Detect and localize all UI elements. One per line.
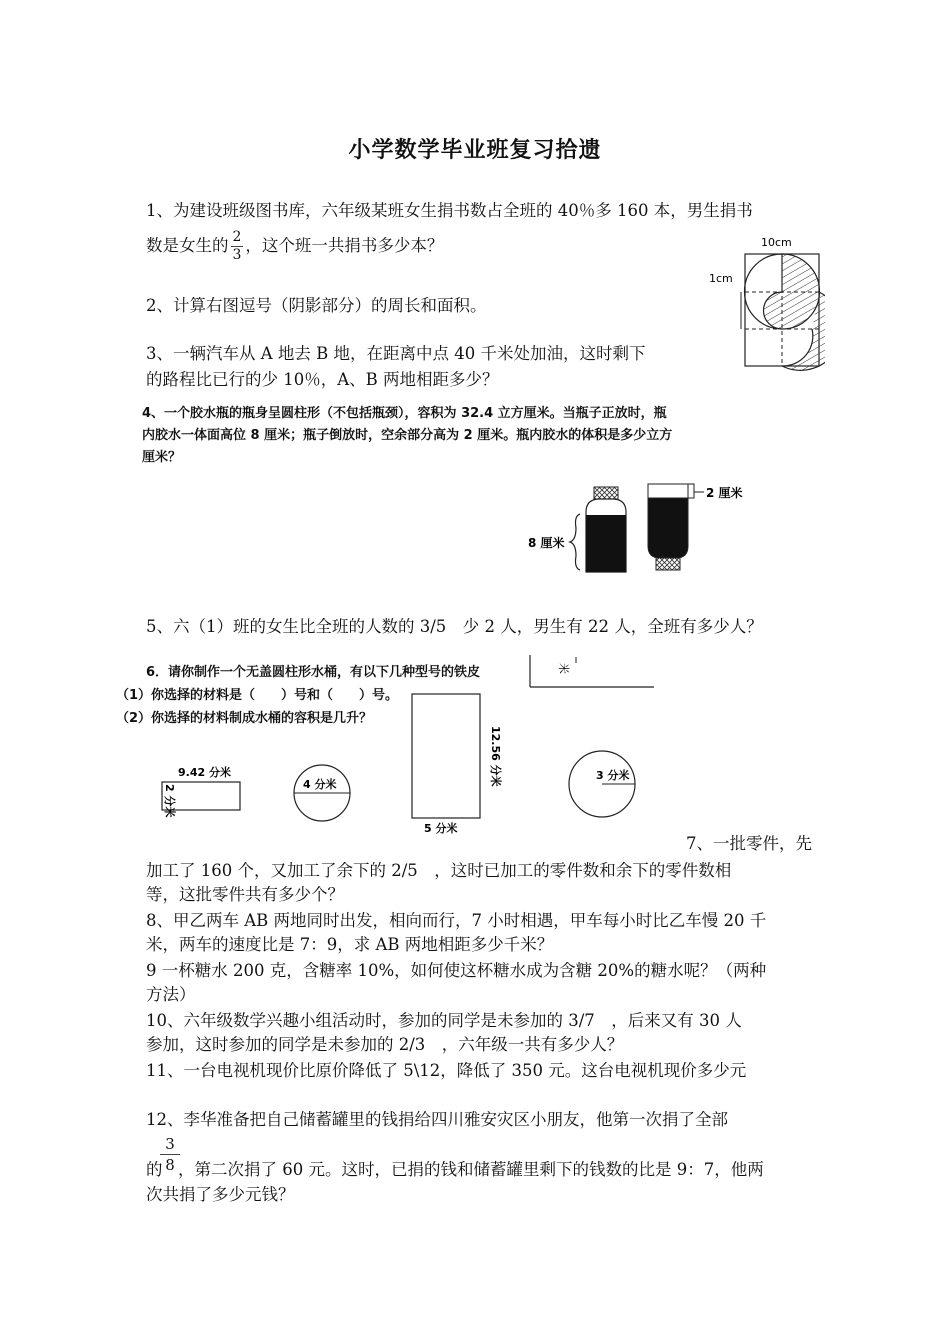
big-rect-height-label: 12.56 分米 (489, 726, 502, 787)
iron-sheets-figure (140, 690, 660, 840)
fraction-two-thirds (231, 229, 244, 264)
problem-12-line-3: 次共捐了多少元钱？ (146, 1185, 295, 1204)
problem-7-line-2: 加工了 160 个，又加工了余下的 2/5 ，这时已加工的零件数和余下的零件数相 (146, 861, 732, 880)
problem-1-text-a: 数是女生的 (146, 236, 229, 255)
page-title: 小学数学毕业班复习拾遗 (348, 138, 602, 163)
comma-figure (705, 232, 825, 377)
problem-8-line-1: 8、甲乙两车 AB 两地同时出发，相向而行，7 小时相遇，甲车每小时比乙车慢 20 千 (146, 911, 767, 930)
problem-7-line-1: 7、一批零件，先 (686, 834, 812, 853)
circle-2-label: 3 分米 (596, 769, 630, 782)
fraction-numerator: 3 (160, 1134, 180, 1155)
problem-3-line-1: 3、一辆汽车从 A 地去 B 地，在距离中点 40 千米处加油，这时剩下 (146, 344, 646, 363)
small-rect-width-label: 9.42 分米 (178, 766, 231, 779)
problem-4-line-2: 内胶水一体面高位 8 厘米；瓶子倒放时，空余部分高为 2 厘米。瓶内胶水的体积是多少立方 (142, 428, 673, 443)
problem-4-line-1: 4、一个胶水瓶的瓶身呈圆柱形（不包括瓶颈），容积为 32.4 立方厘米。当瓶子正放时，瓶 (142, 406, 667, 421)
problem-12-line-1: 12、李华准备把自己储蓄罐里的钱捐给四川雅安灾区小朋友，他第一次捐了全部 (146, 1110, 728, 1129)
problem-2: 2、计算右图逗号（阴影部分）的周长和面积。 (146, 296, 487, 315)
problem-12-line-2-prefix: 的 (146, 1160, 163, 1179)
problem-8-line-2: 米，两车的速度比是 7：9，求 AB 两地相距多少千米？ (146, 935, 554, 954)
problem-9-line-2: 方法） (146, 985, 196, 1004)
fraction-denominator: 3 (232, 247, 242, 263)
problem-6-line-1: 6．请你制作一个无盖圆柱形水桶，有以下几种型号的铁皮 (146, 665, 481, 680)
comma-side-label: 1cm (709, 272, 733, 285)
problem-5: 5、六（1）班的女生比全班的人数的 3/5 少 2 人，男生有 22 人，全班有多少人？ (146, 617, 763, 636)
problem-11: 11、一台电视机现价比原价降低了 5\12，降低了 350 元。这台电视机现价多少元 (146, 1061, 747, 1080)
circle-1-label: 4 分米 (303, 778, 337, 791)
fraction-three-eighths (160, 1134, 180, 1175)
sheet-corner-fragment (528, 655, 658, 691)
fraction-numerator: 2 (232, 229, 242, 245)
big-rect-width-label: 5 分米 (424, 822, 458, 835)
problem-1-line-1: 1、为建设班级图书库，六年级某班女生捐书数占全班的 40％多 160 本，男生捐书 (146, 201, 753, 220)
bottle-right-label: 2 厘米 (706, 486, 743, 500)
problem-3-line-2: 的路程比已行的少 10％，A、B 两地相距多少？ (146, 370, 499, 389)
small-rect-height-label: 2 分米 (163, 784, 176, 818)
problem-10-line-2: 参加，这时参加的同学是未参加的 2/3 ，六年级一共有多少人？ (146, 1035, 624, 1054)
problem-6-line-2: （1）你选择的材料是（ ）号和（ ）号。 (116, 688, 399, 703)
comma-top-label: 10cm (761, 236, 792, 249)
problem-4-line-3: 厘米？ (142, 450, 182, 465)
glue-bottle-figure (522, 480, 762, 580)
problem-1-line-2 (146, 229, 443, 264)
problem-9-line-1: 9 一杯糖水 200 克，含糖率 10%，如何使这杯糖水成为含糖 20%的糖水呢？（两种 (146, 961, 767, 980)
problem-7-line-3: 等，这批零件共有多少个？ (146, 885, 344, 904)
corner-mark: 米 (557, 663, 570, 674)
problem-10-line-1: 10、六年级数学兴趣小组活动时，参加的同学是未参加的 3/7 ，后来又有 30 人 (146, 1011, 742, 1030)
problem-1-text-b: ，这个班一共捐书多少本？ (245, 236, 444, 255)
bottle-left-label: 8 厘米 (528, 536, 565, 550)
problem-12-line-2: ，第二次捐了 60 元。这时，已捐的钱和储蓄罐里剩下的钱数的比是 9：7，他两 (178, 1160, 764, 1179)
problem-6-line-3: （2）你选择的材料制成水桶的容积是几升？ (116, 711, 373, 726)
fraction-denominator: 8 (165, 1156, 175, 1174)
